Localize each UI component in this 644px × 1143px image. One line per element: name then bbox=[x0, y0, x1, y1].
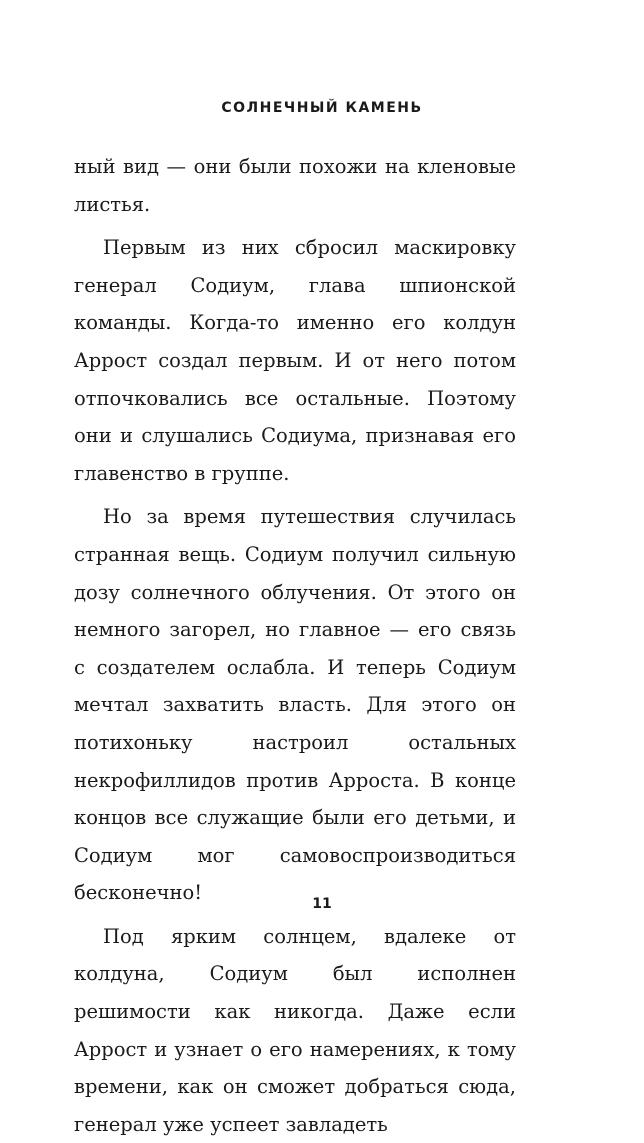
page-number: 11 bbox=[312, 896, 332, 912]
paragraph: Но за время путешествия случилась странная вещь. Содиум получил сильную дозу солнечного облучения. От этого он немного загорел, но главное — его связь с создателем ослабла. И теперь Содиум мечтал захватить власть. Для этого он потихоньку настроил остальных некрофиллидов против Арроста. В конце концов все служащие были его детьми, и Содиум мог самовоспроизводиться бесконечно! bbox=[74, 505, 516, 905]
paragraph: Первым из них сбросил маскировку генерал Содиум, глава шпионской команды. Когда-то именно его колдун Аррост создал первым. И от него потом отпочковались все остальные. Поэтому они и слушались Содиума, признавая его главенство в группе. bbox=[74, 236, 516, 485]
body-text bbox=[74, 148, 516, 1143]
running-head: СОЛНЕЧНЫЙ КАМЕНЬ bbox=[221, 100, 423, 116]
paragraph: Под ярким солнцем, вдалеке от колдуна, Содиум был исполнен решимости как никогда. Даже если Аррост и узнает о его намерениях, к тому времени, как он сможет добраться сюда, генерал уже успеет завладеть bbox=[74, 924, 516, 1136]
paragraph-continuation: ный вид — они были похожи на кленовые листья. bbox=[74, 155, 516, 216]
